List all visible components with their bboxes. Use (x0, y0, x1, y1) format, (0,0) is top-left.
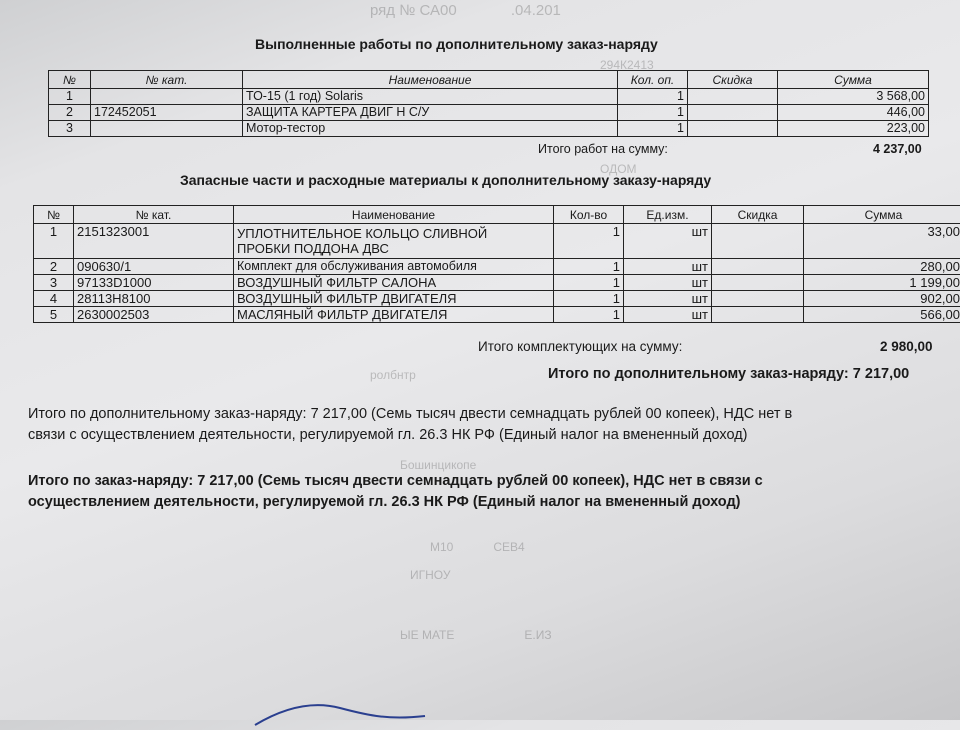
order-total-paragraph-line: Итого по заказ-наряду: 7 217,00 (Семь тысяч двести семнадцать рублей 00 копеек), НДС нет в связи с (28, 471, 763, 492)
bleed-through-text: ролбнтр (370, 368, 416, 382)
bleed-through-text: 294К2413 (600, 58, 654, 72)
row-discount (712, 259, 804, 275)
row-num: 3 (49, 121, 91, 137)
works-header-qty: Кол. оп. (618, 71, 688, 89)
row-sum: 280,00 (804, 259, 960, 275)
row-qty: 1 (554, 224, 624, 259)
row-qty: 1 (554, 291, 624, 307)
row-unit: шт (624, 291, 712, 307)
parts-header-unit: Ед.изм. (624, 206, 712, 224)
row-unit: шт (624, 307, 712, 323)
row-name: МАСЛЯНЫЙ ФИЛЬТР ДВИГАТЕЛЯ (234, 307, 554, 323)
row-num: 1 (34, 224, 74, 259)
table-row (49, 89, 929, 105)
works-title: Выполненные работы по дополнительному заказ-наряду (255, 36, 658, 52)
works-table (48, 70, 929, 137)
row-num: 2 (49, 105, 91, 121)
bleed-through-text: М10 СЕВ4 (430, 540, 525, 554)
bleed-through-text: Бошинцикопе (400, 458, 476, 472)
parts-header-name: Наименование (234, 206, 554, 224)
row-sum: 3 568,00 (778, 89, 929, 105)
signature-stroke (250, 690, 430, 730)
row-discount (688, 121, 778, 137)
table-row (34, 291, 960, 307)
parts-header-row (34, 206, 960, 224)
parts-total-value: 2 980,00 (880, 339, 933, 354)
row-num: 2 (34, 259, 74, 275)
bleed-through-text: ОДОМ (600, 162, 637, 176)
works-total-label: Итого работ на сумму: (538, 142, 668, 156)
total-paragraph-line: связи с осуществлением деятельности, регулируемой гл. 26.3 НК РФ (Единый налог на вмененный доход) (28, 425, 792, 446)
table-row (34, 275, 960, 291)
row-sum: 223,00 (778, 121, 929, 137)
row-discount (712, 224, 804, 259)
parts-header-sum: Сумма (804, 206, 960, 224)
row-unit: шт (624, 224, 712, 259)
row-sum: 1 199,00 (804, 275, 960, 291)
row-sum: 33,00 (804, 224, 960, 259)
row-qty: 1 (618, 89, 688, 105)
row-name: ТО-15 (1 год) Solaris (243, 89, 618, 105)
row-discount (688, 89, 778, 105)
row-num: 5 (34, 307, 74, 323)
table-row (34, 259, 960, 275)
row-discount (712, 291, 804, 307)
row-discount (688, 105, 778, 121)
works-header-sum: Сумма (778, 71, 929, 89)
works-header-name: Наименование (243, 71, 618, 89)
parts-table (33, 205, 960, 323)
row-num: 3 (34, 275, 74, 291)
row-name (234, 224, 554, 259)
parts-header-discount: Скидка (712, 206, 804, 224)
table-row (34, 224, 960, 259)
parts-title: Запасные части и расходные материалы к дополнительному заказу-наряду (180, 172, 711, 188)
row-name: ВОЗДУШНЫЙ ФИЛЬТР САЛОНА (234, 275, 554, 291)
table-row (34, 307, 960, 323)
order-total-paragraph-line: осуществлением деятельности, регулируемой гл. 26.3 НК РФ (Единый налог на вмененный доход) (28, 492, 763, 513)
works-header-cat: № кат. (91, 71, 243, 89)
works-header-discount: Скидка (688, 71, 778, 89)
row-sum: 902,00 (804, 291, 960, 307)
row-name: ЗАЩИТА КАРТЕРА ДВИГ Н С/У (243, 105, 618, 121)
row-sum: 446,00 (778, 105, 929, 121)
parts-total-label: Итого комплектующих на сумму: (478, 339, 682, 354)
row-qty: 1 (618, 105, 688, 121)
parts-header-qty: Кол-во (554, 206, 624, 224)
row-cat: 172452051 (91, 105, 243, 121)
works-header-num: № (49, 71, 91, 89)
total-paragraph (28, 404, 792, 446)
table-row (49, 105, 929, 121)
row-num: 1 (49, 89, 91, 105)
row-cat (91, 121, 243, 137)
row-name-line: ПРОБКИ ПОДДОНА ДВС (237, 241, 550, 256)
row-unit: шт (624, 275, 712, 291)
row-name: ВОЗДУШНЫЙ ФИЛЬТР ДВИГАТЕЛЯ (234, 291, 554, 307)
order-total-paragraph (28, 471, 763, 513)
row-name: Комплект для обслуживания автомобиля (234, 259, 554, 275)
row-cat: 28113H8100 (74, 291, 234, 307)
row-qty: 1 (554, 307, 624, 323)
works-total-value: 4 237,00 (873, 142, 922, 156)
row-cat (91, 89, 243, 105)
row-cat: 97133D1000 (74, 275, 234, 291)
bleed-through-text: ЫЕ МАТЕ Е.ИЗ (400, 628, 552, 642)
row-cat: 2151323001 (74, 224, 234, 259)
row-unit: шт (624, 259, 712, 275)
row-sum: 566,00 (804, 307, 960, 323)
row-cat: 090630/1 (74, 259, 234, 275)
row-name: Мотор-тестор (243, 121, 618, 137)
row-qty: 1 (554, 275, 624, 291)
table-row (49, 121, 929, 137)
works-header-row (49, 71, 929, 89)
bleed-through-text: ИГНОУ (410, 568, 450, 582)
row-name-line: УПЛОТНИТЕЛЬНОЕ КОЛЬЦО СЛИВНОЙ (237, 226, 550, 241)
total-paragraph-line: Итого по дополнительному заказ-наряду: 7 217,00 (Семь тысяч двести семнадцать рублей 00 копеек), НДС нет в (28, 404, 792, 425)
row-qty: 1 (618, 121, 688, 137)
bleed-through-text: ряд № СА00 .04.201 (370, 2, 561, 19)
row-discount (712, 307, 804, 323)
row-discount (712, 275, 804, 291)
row-cat: 2630002503 (74, 307, 234, 323)
grand-total-line: Итого по дополнительному заказ-наряду: 7 217,00 (548, 366, 909, 382)
parts-header-cat: № кат. (74, 206, 234, 224)
parts-header-num: № (34, 206, 74, 224)
row-num: 4 (34, 291, 74, 307)
row-qty: 1 (554, 259, 624, 275)
